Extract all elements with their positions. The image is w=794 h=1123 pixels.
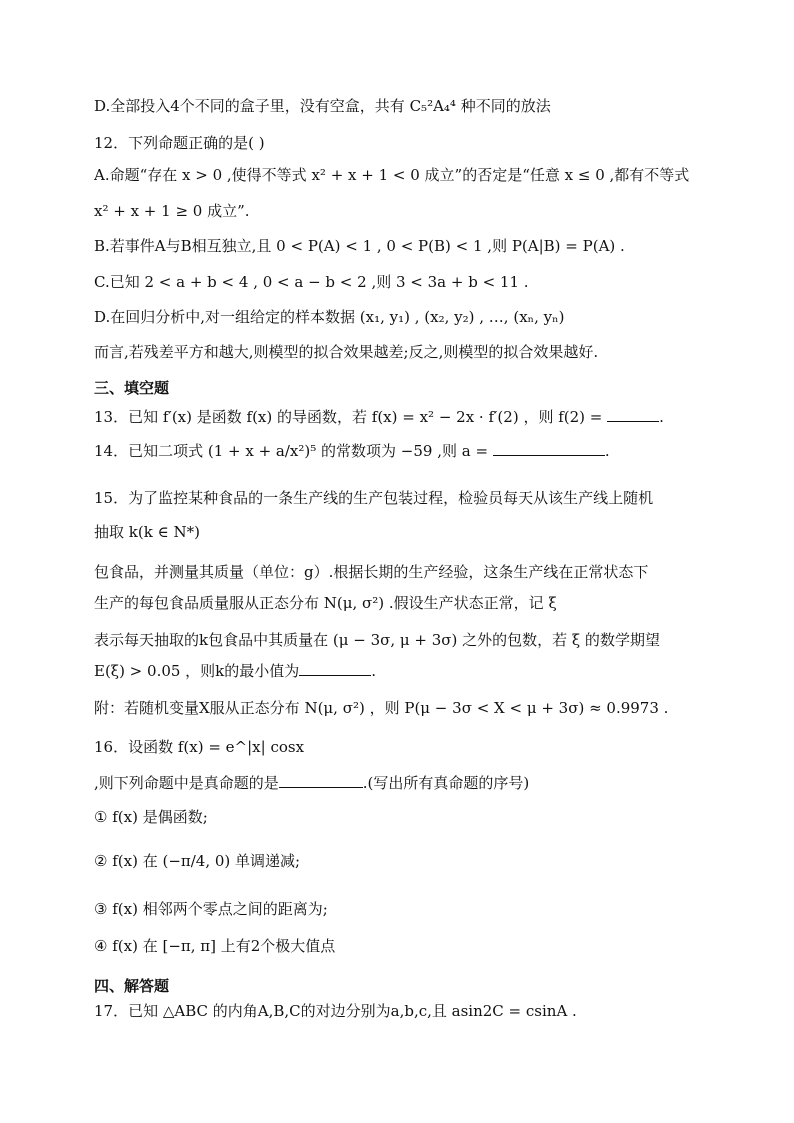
line-suffix: . (371, 662, 377, 680)
text-line (94, 235, 625, 257)
text-line (94, 164, 689, 186)
text-line (94, 200, 250, 222)
line-text: C.已知 2 < a + b < 4 , 0 < a − b < 2 ,则 3 < 3a + b < 11 . (94, 273, 529, 291)
line-text: ① f(x) 是偶函数; (94, 808, 208, 826)
text-line (94, 935, 335, 957)
line-text: x² + x + 1 ≥ 0 成立”. (94, 202, 250, 220)
text-line (94, 341, 598, 363)
text-line (94, 772, 529, 794)
line-text: 抽取 k(k ∈ N*) (94, 523, 200, 541)
line-text: B.若事件A与B相互独立,且 0 < P(A) < 1 , 0 < P(B) < 1 ,则 P(A|B) = P(A) . (94, 237, 625, 255)
line-text: 15．为了监控某种食品的一条生产线的生产包装过程，检验员每天从该生产线上随机 (94, 489, 654, 507)
line-text: 四、解答题 (94, 977, 170, 995)
text-line (94, 561, 648, 583)
line-text: ④ f(x) 在 [−π, π] 上有2个极大值点 (94, 937, 336, 955)
text-line (94, 806, 208, 828)
text-line (94, 487, 653, 509)
section-heading (94, 377, 169, 399)
text-line (94, 271, 529, 293)
text-line (94, 132, 265, 154)
line-text: ,则下列命题中是真命题的是 (94, 774, 279, 792)
text-line (94, 697, 668, 719)
text-line (94, 898, 328, 920)
line-text: 生产的每包食品质量服从正态分布 N(μ, σ²) .假设生产状态正常，记 ξ (94, 594, 557, 612)
answer-blank[interactable] (607, 407, 659, 422)
line-text: A.命题“存在 x > 0 ,使得不等式 x² + x + 1 < 0 成立”的否定是“任意 x ≤ 0 ,都有不等式 (94, 166, 690, 184)
line-text: E(ξ) > 0.05 ，则k的最小值为 (94, 662, 300, 680)
text-line (94, 592, 557, 614)
text-line (94, 629, 660, 651)
text-line (94, 521, 200, 543)
text-line (94, 306, 565, 328)
line-text: 三、填空题 (94, 379, 170, 397)
line-text: D.在回归分析中,对一组给定的样本数据 (x₁, y₁) , (x₂, y₂) , …, (xₙ, yₙ) (94, 308, 565, 326)
answer-blank[interactable] (493, 441, 605, 456)
line-text: 13．已知 f′(x) 是函数 f(x) 的导函数，若 f(x) = x² − 2x · f′(2) ，则 f(2) = (94, 408, 608, 426)
answer-blank[interactable] (299, 661, 371, 676)
line-text: 而言,若残差平方和越大,则模型的拟合效果越差;反之,则模型的拟合效果越好. (94, 343, 599, 361)
line-text: 表示每天抽取的k包食品中其质量在 (μ − 3σ, μ + 3σ) 之外的包数，若 ξ 的数学期望 (94, 631, 660, 649)
line-text: 附：若随机变量X服从正态分布 N(μ, σ²) ，则 P(μ − 3σ < X < μ + 3σ) ≈ 0.9973 . (94, 699, 669, 717)
line-suffix: . (604, 442, 610, 460)
text-line (94, 736, 304, 758)
answer-blank[interactable] (279, 773, 363, 788)
line-text: ③ f(x) 相邻两个零点之间的距离为; (94, 900, 328, 918)
line-text: 14．已知二项式 (1 + x + a/x²)⁵ 的常数项为 −59 ,则 a = (94, 442, 493, 460)
line-text: D.全部投入4个不同的盒子里，没有空盒，共有 C₅²A₄⁴ 种不同的放法 (94, 97, 551, 115)
line-text: ② f(x) 在 (−π/4, 0) 单调递减; (94, 852, 301, 870)
text-line (94, 850, 300, 872)
text-line (94, 660, 376, 682)
line-text: 16．设函数 f(x) = e^|x| cosx (94, 738, 305, 756)
line-text: 包食品，并测量其质量（单位：g）.根据长期的生产经验，这条生产线在正常状态下 (94, 563, 649, 581)
line-text: 12．下列命题正确的是( ) (94, 134, 265, 152)
text-line (94, 95, 551, 117)
section-heading (94, 975, 169, 997)
text-line (94, 1000, 577, 1022)
line-suffix: . (659, 408, 664, 426)
text-line (94, 440, 610, 462)
line-text: 17．已知 △ABC 的内角A,B,C的对边分别为a,b,c,且 asin2C = csinA . (94, 1002, 577, 1020)
text-line (94, 406, 664, 428)
line-suffix: .(写出所有真命题的序号) (362, 774, 530, 792)
